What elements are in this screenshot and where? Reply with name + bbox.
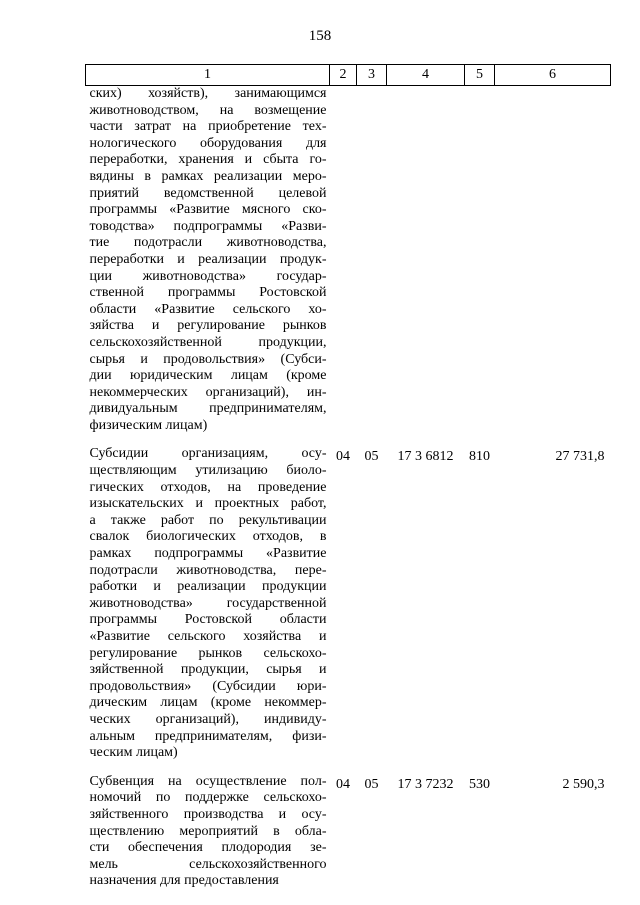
description-line: приятий ведомственной целевой [89,185,327,201]
row-spacer-cell [86,762,611,774]
subsection-code [357,86,387,435]
target-article-code: 17 3 6812 [397,449,454,465]
description-line: свалок биологических отходов, в [89,529,327,545]
description-line: рамках подпрограммы «Развитие [89,546,327,562]
description-line: области «Развитие сельского хо- [89,301,327,317]
description-line: ственной программы Ростовской [89,285,327,301]
description-line: вядины в рамках реализации меро- [89,168,327,184]
description-line: зяйственного производства и осу- [89,806,327,822]
description-line: животноводства» государственной [89,595,327,611]
description-line: ческим лицам) [89,745,178,761]
description-line: работки и реализации продукции [89,579,327,595]
description-line: нологического оборудования для [89,135,327,151]
description-line: ществляющим утилизацию биоло- [89,463,327,479]
subsection-code: 05 [364,449,379,465]
description-line: зяйства и регулирование рынков [89,318,327,334]
description-line: Субсидии организациям, осу- [89,446,327,462]
description-line: ществлению мероприятий в обла- [89,823,327,839]
description-line: «Развитие сельского хозяйства и [89,629,327,644]
description-line: некоммерческих организаций), ин- [89,384,327,400]
item-description [86,446,330,761]
header-col-4: 4 [387,65,465,86]
description-line: мель сельскохозяйственного [89,856,327,872]
description-line: переработки и реализации продук- [89,251,327,267]
table-row [86,446,611,761]
description-line: зяйственной продукции, сырья и [89,662,327,678]
description-line: альным предпринимателям, физи- [89,728,327,744]
header-col-1: 1 [86,65,330,86]
description-line: изыскательских и проектных работ, [89,496,327,512]
description-line: тие подотрасли животноводства, [89,235,327,251]
description-line: подотрасли животноводства, пере- [89,562,327,578]
description-line: сти обеспечения плодородия зе- [89,840,327,856]
table-row [86,774,611,890]
description-line: назначения для предоставления [89,873,279,889]
description-line: товодства» подпрограммы «Разви- [89,218,327,234]
item-description [86,774,330,890]
description-line: а также работ по рекультивации [89,512,327,528]
table-header-row [86,65,611,86]
row-spacer [86,434,611,446]
target-article-code [387,86,465,435]
description-line: переработки, хранения и сбыта го- [89,152,327,168]
description-line: Субвенция на осуществление пол- [89,773,327,789]
row-spacer-cell [86,434,611,446]
description-line: дическим лицам (кроме некоммер- [89,695,327,711]
section-code: 04 [336,449,350,465]
header-col-3: 3 [357,65,387,86]
subsection-code: 05 [364,776,379,792]
description-line: номочий по поддержке сельскохо- [89,790,327,806]
description-line: продовольствия» (Субсидии юри- [89,678,327,694]
table-row [86,86,611,435]
amount-value: 2 590,3 [562,776,605,792]
description-line: программы Ростовской области [89,612,327,628]
description-line: животноводством, на возмещение [89,102,327,118]
description-line: ческих организаций), индивиду- [89,711,327,727]
description-line: сырья и продовольствия» (Субси- [89,351,327,367]
page-number: 158 [308,28,332,44]
section-code: 04 [336,776,350,792]
row-spacer [86,762,611,774]
expense-type-code [465,86,495,435]
description-line: гических отходов, на проведение [89,479,327,495]
amount-value: 27 731,8 [555,449,605,465]
header-col-6: 6 [495,65,611,86]
description-line: физическим лицам) [89,417,208,433]
section-code [330,86,357,435]
description-line: сельскохозяйственной продукции, [89,334,327,350]
description-line: регулирование рынков сельскохо- [89,645,327,661]
description-line: ции животноводства» государ- [89,268,327,284]
description-line: дии юридическим лицам (кроме [89,368,327,384]
budget-table [85,64,611,890]
item-description [86,86,330,435]
amount-value [495,86,611,435]
expense-type-code: 530 [469,776,490,792]
expense-type-code: 810 [469,449,490,465]
header-col-5: 5 [465,65,495,86]
description-line: ских) хозяйств), занимающимся [89,86,327,101]
description-line: программы «Развитие мясного ско- [89,202,327,218]
target-article-code: 17 3 7232 [397,776,454,792]
description-line: части затрат на приобретение тех- [89,119,327,135]
description-line: дивидуальным предпринимателям, [89,401,327,417]
header-col-2: 2 [330,65,357,86]
